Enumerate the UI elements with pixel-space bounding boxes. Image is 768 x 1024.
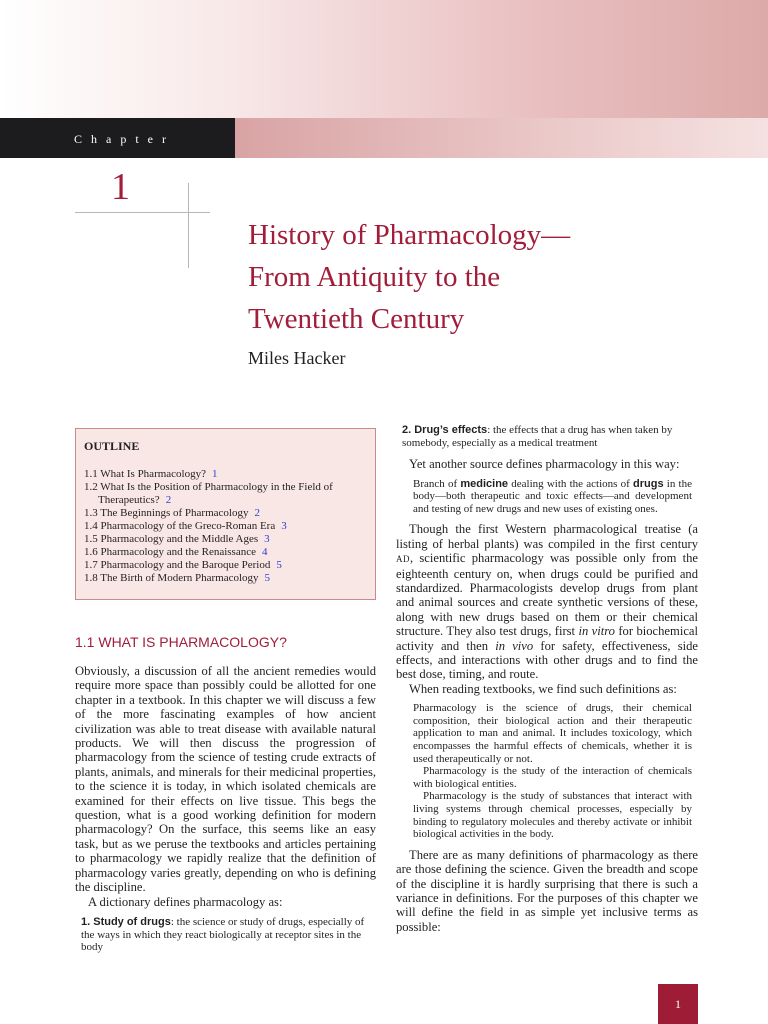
outline-box: [75, 428, 376, 600]
quoted-definition: Pharmacology is the science of drugs, their chemical composition, their biological action and their therapeutic application to man and animal. It includes toxicology, which encompasses the harmful effects of chemicals, whether it is used therapeutically or not.: [413, 702, 692, 765]
outline-list: [84, 468, 367, 585]
outline-item-text: 1.2 What Is the Position of Pharmacology in the Field of Therapeutics?: [84, 481, 333, 506]
small-caps-run: AD: [396, 554, 410, 565]
outline-item-text: 1.5 Pharmacology and the Middle Ages: [84, 533, 259, 545]
definition-term: 1. Study of drugs: [81, 915, 171, 928]
title-line: Twentieth Century: [248, 303, 465, 335]
outline-item-page[interactable]: 2: [165, 494, 172, 506]
outline-item-text: 1.3 The Beginnings of Pharmacology: [84, 507, 249, 519]
outline-item-page[interactable]: 1: [212, 468, 218, 480]
outline-item[interactable]: [84, 533, 367, 546]
text-run: for biochemical activity and then: [396, 624, 698, 653]
outline-item[interactable]: [84, 546, 367, 559]
outline-item[interactable]: [84, 468, 367, 481]
outline-item-text: 1.7 Pharmacology and the Baroque Period: [84, 559, 271, 571]
outline-item-page[interactable]: 4: [261, 546, 268, 558]
bold-term: drugs: [633, 477, 664, 490]
right-column: [396, 424, 698, 934]
quoted-definition: Pharmacology is the study of the interaction of chemicals with biological entities.: [413, 765, 692, 790]
text-run: in the body—both therapeutic and toxic effects—and development and testing of new drugs and new uses of existing ones.: [413, 477, 692, 515]
body-paragraph: Obviously, a discussion of all the ancient remedies would require more space than possibly could be allotted for one chapter in a textbook. In this chapter we will discuss a few of the more fascinating examples of how ancient civilization was able to treat disease with available natural products. We will then discuss the progression of pharmacology from the science of testing crude extracts of plants, animals, and minerals for their medicinal properties, to the science it is today, in which isolated chemicals are examined for their effects on live tissue. This begs the question, what is a good working definition for modern pharmacology? On the surface, this seems like an easy task, but as we peruse the textbooks and articles pertaining to pharmacology we rapidly realize that the definition of pharmacology varies greatly, depending on who is defining the discipline.: [75, 664, 376, 895]
quoted-definition: Pharmacology is the study of substances that interact with living systems through chemical processes, especially by binding to regulatory molecules and thereby activate or inhibit biological activities in the body.: [413, 790, 692, 841]
outline-item-text: 1.4 Pharmacology of the Greco-Roman Era: [84, 520, 276, 532]
outline-item-page[interactable]: 2: [254, 507, 260, 519]
chapter-label: Chapter: [0, 118, 235, 158]
chapter-bar-gradient: [235, 118, 768, 158]
author-name: Miles Hacker: [248, 348, 346, 368]
chapter-title: [248, 214, 688, 340]
text-run: , scientific pharmacology was possible only from the eighteenth century on, when drugs could be purified and standardized. Pharmacologists develop drugs from plant and animal sources and create synthetic versions of these, along with new drugs based on them or their chemical structure. They also test drugs, first: [396, 551, 698, 639]
outline-item-page[interactable]: 3: [264, 533, 270, 545]
outline-item[interactable]: [84, 507, 367, 520]
outline-item[interactable]: [84, 520, 367, 533]
bold-term: medicine: [460, 477, 509, 490]
title-line: From Antiquity to the: [248, 261, 501, 293]
outline-item-text: 1.6 Pharmacology and the Renaissance: [84, 546, 256, 558]
page-number: 1: [658, 984, 698, 1024]
italic-run: in vitro: [578, 624, 615, 639]
outline-item[interactable]: [84, 481, 367, 507]
body-paragraph: A dictionary defines pharmacology as:: [88, 894, 283, 909]
outline-item-page[interactable]: 5: [264, 572, 271, 584]
definition-item: [75, 916, 376, 954]
body-paragraph: Yet another source defines pharmacology in this way:: [409, 457, 680, 472]
outline-item-text: 1.1 What Is Pharmacology?: [84, 468, 206, 480]
outline-item[interactable]: [84, 572, 367, 585]
definition-text: : the science or study of drugs, especially of the ways in which they react biologically at receptor sites in the body: [81, 915, 365, 954]
outline-item-text: 1.8 The Birth of Modern Pharmacology: [84, 572, 259, 584]
definition-text: : the effects that a drug has when taken by somebody, especially as a medical treatment: [402, 424, 673, 449]
chapter-number: 1: [111, 166, 130, 208]
definition-item: [396, 424, 698, 449]
text-run: dealing with the actions of: [508, 477, 634, 490]
outline-item[interactable]: [84, 559, 367, 572]
title-line: History of Pharmacology—: [248, 219, 571, 251]
outline-item-page[interactable]: 5: [276, 559, 282, 571]
text-run: Though the first Western pharmacological treatise (a listing of herbal plants) was compiled in the first century: [396, 522, 698, 551]
left-column: [75, 630, 376, 954]
text-run: for safety, effectiveness, side effects, and interactions with other drugs and to find the best dose, timing, and route.: [396, 638, 698, 682]
text-run: Branch of: [413, 477, 461, 490]
body-paragraph: When reading textbooks, we find such definitions as:: [409, 681, 677, 696]
crosshair-horizontal-rule: [75, 212, 210, 213]
outline-heading: OUTLINE: [84, 439, 140, 453]
body-paragraph: [396, 522, 698, 681]
crosshair-vertical-rule: [188, 183, 189, 268]
section-heading: 1.1 WHAT IS PHARMACOLOGY?: [75, 634, 287, 650]
quoted-definitions: [396, 702, 698, 841]
italic-run: in vivo: [495, 638, 534, 653]
header-gradient-band: [0, 0, 768, 118]
outline-item-page[interactable]: 3: [281, 520, 287, 532]
definition-block: [396, 478, 698, 516]
definition-term: 2. Drug’s effects: [402, 424, 488, 436]
body-paragraph: There are as many definitions of pharmacology as there are those defining the science. Given the breadth and scope of the discipline it is hardly surprising that there is such a variance in definitions. For the purposes of this chapter we will define the field in as simple yet inclusive terms as possible:: [396, 847, 698, 934]
